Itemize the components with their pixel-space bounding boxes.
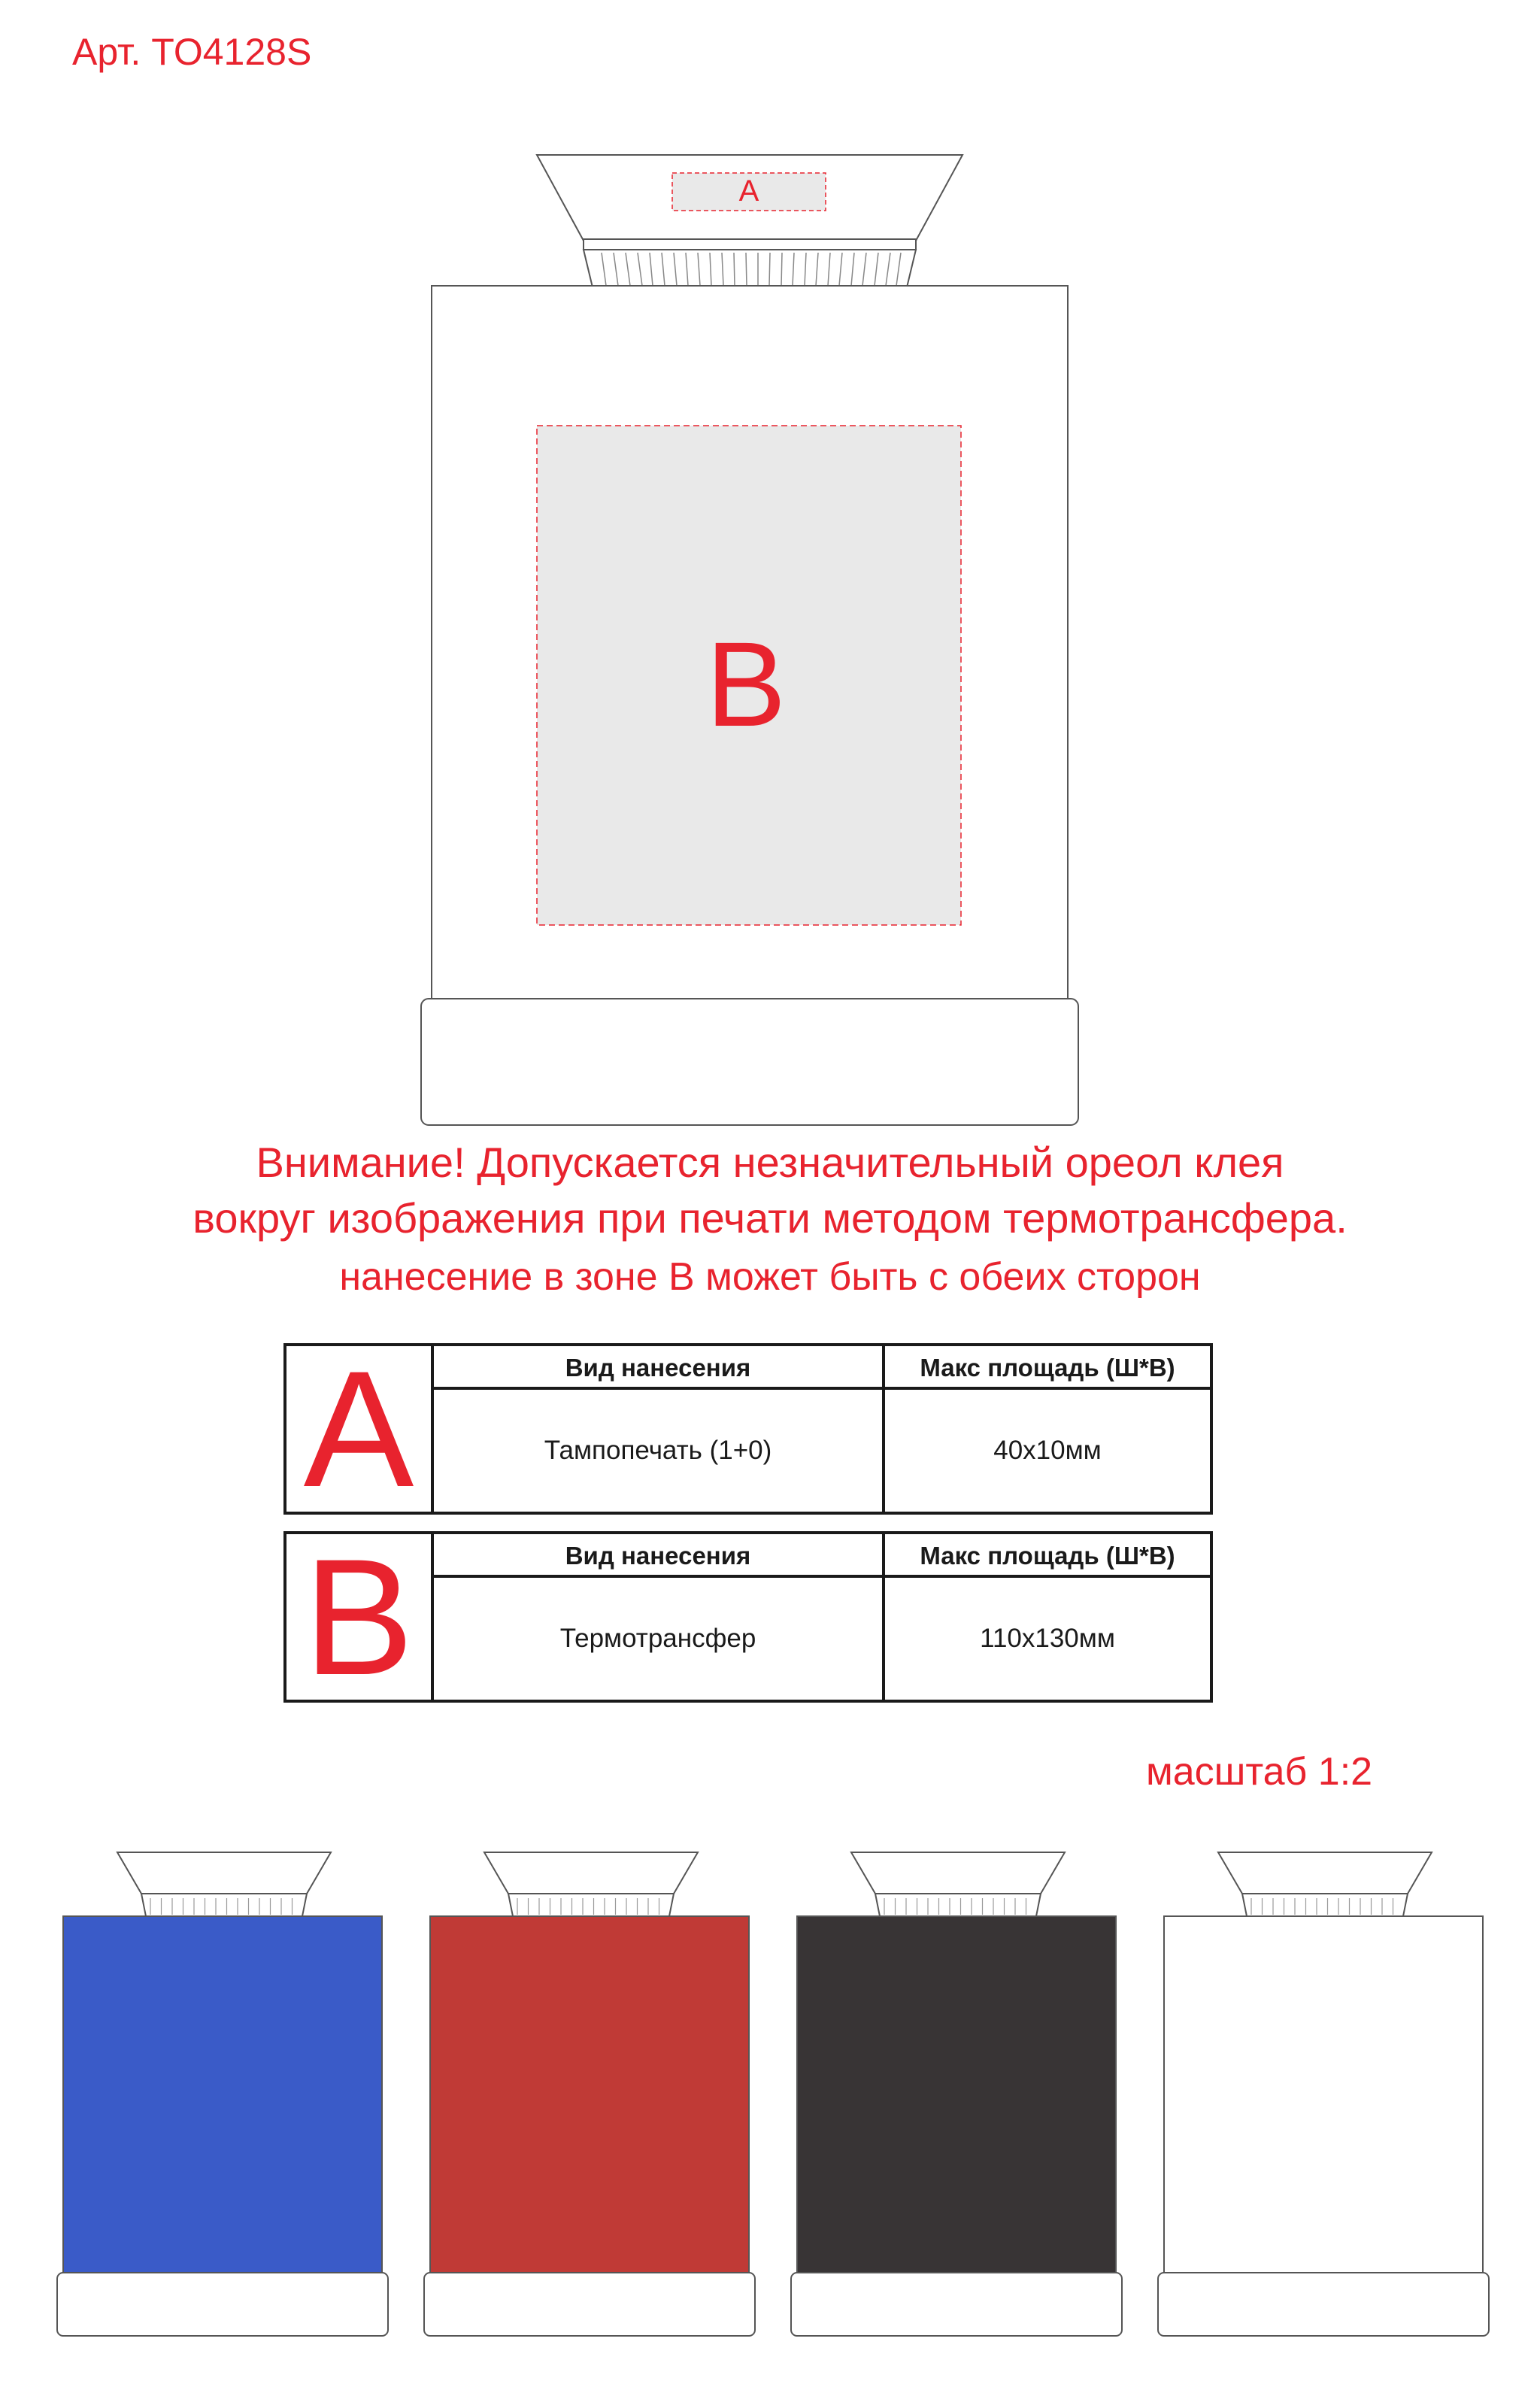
- notice-line-2: вокруг изображения при печати методом термотрансфера.: [192, 1194, 1348, 1242]
- spec-method-value: Термотрансфер: [559, 1624, 756, 1653]
- notice-line-1: Внимание! Допускается незначительный ореол клея: [256, 1139, 1284, 1186]
- spec-header-area: Макс площадь (Ш*В): [882, 1346, 1210, 1390]
- scale-label: масштаб 1:2: [1146, 1750, 1373, 1794]
- variant-cuff: [57, 2273, 388, 2336]
- variant-mitten: [57, 1852, 388, 2336]
- article-number: Арт. TO4128S: [72, 31, 312, 73]
- variant-scraper-blade: [117, 1852, 331, 1894]
- spec-method-value: Тампопечать (1+0): [544, 1436, 772, 1465]
- variant-mitten: [791, 1852, 1122, 2336]
- variant-mitten: [424, 1852, 755, 2336]
- spec-header-method: Вид нанесения: [434, 1346, 882, 1390]
- spec-zone-letter: B: [286, 1534, 434, 1700]
- variant-body: [63, 1916, 382, 2273]
- scraper-ridge: [584, 239, 916, 250]
- variant-body: [797, 1916, 1116, 2273]
- variant-scraper-blade: [851, 1852, 1065, 1894]
- variant-scraper-blade: [1218, 1852, 1432, 1894]
- variant-scraper-blade: [484, 1852, 698, 1894]
- variant-scraper-grip: [1242, 1894, 1408, 1916]
- zone-a-label: A: [738, 174, 759, 208]
- mitten-cuff: [421, 999, 1078, 1125]
- variant-scraper-grip: [141, 1894, 307, 1916]
- spec-area-value: 40x10мм: [882, 1390, 1210, 1512]
- variant-body: [430, 1916, 749, 2273]
- spec-table-a: [283, 1336, 1213, 1521]
- product-drawing: [0, 0, 1540, 1143]
- variant-body: [1164, 1916, 1483, 2273]
- spec-header-method: Вид нанесения: [434, 1534, 882, 1578]
- variant-cuff: [1158, 2273, 1489, 2336]
- variant-scraper-grip: [508, 1894, 674, 1916]
- spec-zone-letter: A: [286, 1346, 434, 1512]
- variant-cuff: [424, 2273, 755, 2336]
- variant-cuff: [791, 2273, 1122, 2336]
- spec-table-b: [283, 1524, 1213, 1709]
- spec-header-area: Макс площадь (Ш*В): [882, 1534, 1210, 1578]
- zone-b-label: B: [705, 617, 787, 751]
- variant-scraper-grip: [875, 1894, 1041, 1916]
- spec-area-value: 110x130мм: [882, 1578, 1210, 1700]
- notice-line-3: нанесение в зоне В может быть с обеих сторон: [339, 1255, 1201, 1299]
- color-variants: [0, 1820, 1540, 2361]
- variant-mitten: [1158, 1852, 1489, 2336]
